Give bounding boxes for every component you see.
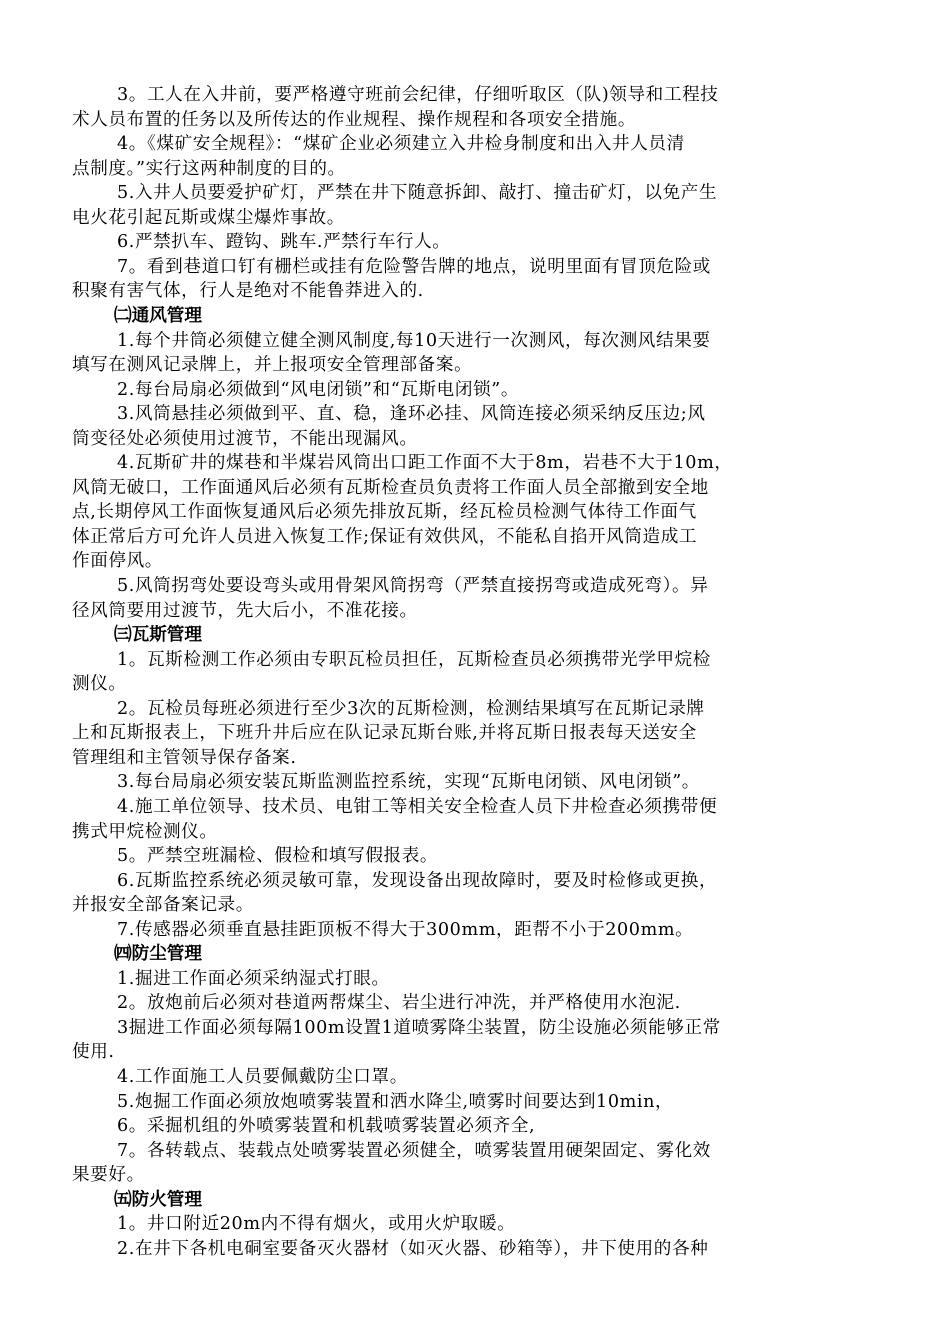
paragraph-first-line: 7。各转载点、装载点处喷雾装置必须健全，喷雾装置用硬架固定、雾化效 (117, 1140, 711, 1161)
paragraph-line: 术人员布置的任务以及所传达的作业规程、操作规程和各项安全措施。 (72, 109, 637, 130)
paragraph-line: 积聚有害气体，行人是绝对不能鲁莽进入的. (72, 281, 424, 302)
paragraph-first-line: 5。严禁空班漏检、假检和填写假报表。 (117, 846, 439, 867)
paragraph-first-line: 1。瓦斯检测工作必须由专职瓦检员担任，瓦斯检查员必须携带光学甲烷检 (117, 649, 711, 670)
paragraph-first-line: 3.风筒悬挂必须做到平、直、稳，逢环必挂、风筒连接必须采纳反压边;风 (117, 404, 706, 425)
paragraph-first-line: 6。采掘机组的外喷雾装置和机载喷雾装置必须齐全, (117, 1116, 536, 1137)
paragraph-line: 测仪。 (72, 674, 127, 695)
paragraph-line: 果要好。 (72, 1165, 145, 1186)
paragraph-first-line: 7.传感器必须垂直悬挂距顶板不得大于300mm，距帮不小于200mm。 (117, 919, 694, 940)
paragraph-first-line: 7。看到巷道口钉有栅栏或挂有危险警告牌的地点，说明里面有冒顶危险或 (117, 256, 711, 277)
paragraph-line: 并报安全部备案记录。 (72, 895, 254, 916)
paragraph-first-line: 3掘进工作面必须每隔100m设置1道喷雾降尘装置，防尘设施必须能够正常 (117, 1017, 721, 1038)
paragraph-line: 风筒无破口，工作面通风后必须有瓦斯检查员负责将工作面人员全部撤到安全地 (72, 477, 709, 498)
paragraph-line: 电火花引起瓦斯或煤尘爆炸事故。 (72, 207, 345, 228)
section-heading: ㈢瓦斯管理 (114, 625, 202, 646)
paragraph-line: 体正常后方可允许人员进入恢复工作;保证有效供风，不能私自掐开风筒造成工 (72, 526, 698, 547)
paragraph-first-line: 6.瓦斯监控系统必须灵敏可靠，发现设备出现故障时，要及时检修或更换， (117, 870, 718, 891)
paragraph-first-line: 4.工作面施工人员要佩戴防尘口罩。 (117, 1067, 408, 1087)
paragraph-first-line: 2.在井下各机电硐室要备灭火器材（如灭火器、砂箱等），井下使用的各种 (117, 1238, 709, 1259)
section-heading: ㈤防火管理 (114, 1189, 202, 1210)
section-heading: ㈡通风管理 (114, 305, 202, 326)
paragraph-first-line: 3。工人在入井前，要严格遵守班前会纪律，仔细听取区（队)领导和工程技 (117, 85, 719, 105)
paragraph-first-line: 5.入井人员要爱护矿灯，严禁在井下随意拆卸、敲打、撞击矿灯，以免产生 (117, 183, 718, 204)
paragraph-first-line: 2。瓦检员每班必须进行至少3次的瓦斯检测，检测结果填写在瓦斯记录牌 (117, 698, 705, 719)
section-heading: ㈣防尘管理 (114, 944, 202, 965)
paragraph-first-line: 4.施工单位领导、技术员、电钳工等相关安全检查人员下井检查必须携带便 (117, 796, 718, 817)
paragraph-first-line: 1.每个井筒必须健立健全测风制度,每10天进行一次测风，每次测风结果要 (117, 330, 711, 351)
paragraph-line: 携式甲烷检测仪。 (72, 821, 218, 842)
paragraph-first-line: 6.严禁扒车、蹬钩、跳车.严禁行车行人。 (117, 232, 451, 253)
paragraph-line: 使用. (72, 1042, 115, 1063)
paragraph-line: 点制度。”实行这两种制度的目的。 (72, 158, 346, 179)
paragraph-first-line: 2.每台局扇必须做到“风电闭锁”和“瓦斯电闭锁”。 (117, 379, 520, 400)
paragraph-line: 作面停风。 (72, 551, 163, 572)
paragraph-first-line: 3.每台局扇必须安装瓦斯监测监控系统，实现“瓦斯电闭锁、风电闭锁”。 (117, 772, 700, 793)
paragraph-first-line: 5.风筒拐弯处要设弯头或用骨架风筒拐弯（严禁直接拐弯或造成死弯）。异 (117, 576, 709, 596)
paragraph-line: 点,长期停风工作面恢复通风后必须先排放瓦斯，经瓦检员检测气体待工作面气 (72, 502, 697, 523)
paragraph-line: 径风筒要用过渡节，先大后小，不准花接。 (72, 600, 418, 621)
paragraph-first-line: 5.炮掘工作面必须放炮喷雾装置和洒水降尘,喷雾时间要达到10min， (117, 1091, 674, 1112)
paragraph-first-line: 1.掘进工作面必须采纳湿式打眼。 (117, 968, 390, 989)
paragraph-line: 管理组和主管领导保存备案. (72, 747, 297, 768)
paragraph-first-line: 2。放炮前后必须对巷道两帮煤尘、岩尘进行冲洗，并严格使用水泡泥. (117, 993, 681, 1014)
paragraph-first-line: 1。井口附近20m内不得有烟火，或用火炉取暖。 (117, 1214, 516, 1235)
paragraph-line: 筒变径处必须使用过渡节，不能出现漏风。 (72, 428, 418, 449)
paragraph-first-line: 4。《煤矿安全规程》：“煤矿企业必须建立入井检身制度和出入井人员清 (117, 134, 685, 155)
paragraph-line: 上和瓦斯报表上，下班升井后应在队记录瓦斯台账,并将瓦斯日报表每天送安全 (72, 723, 697, 744)
paragraph-first-line: 4.瓦斯矿井的煤巷和半煤岩风筒出口距工作面不大于8m，岩巷不大于10m， (117, 453, 733, 474)
paragraph-line: 填写在测风记录牌上，并上报项安全管理部备案。 (72, 355, 473, 376)
